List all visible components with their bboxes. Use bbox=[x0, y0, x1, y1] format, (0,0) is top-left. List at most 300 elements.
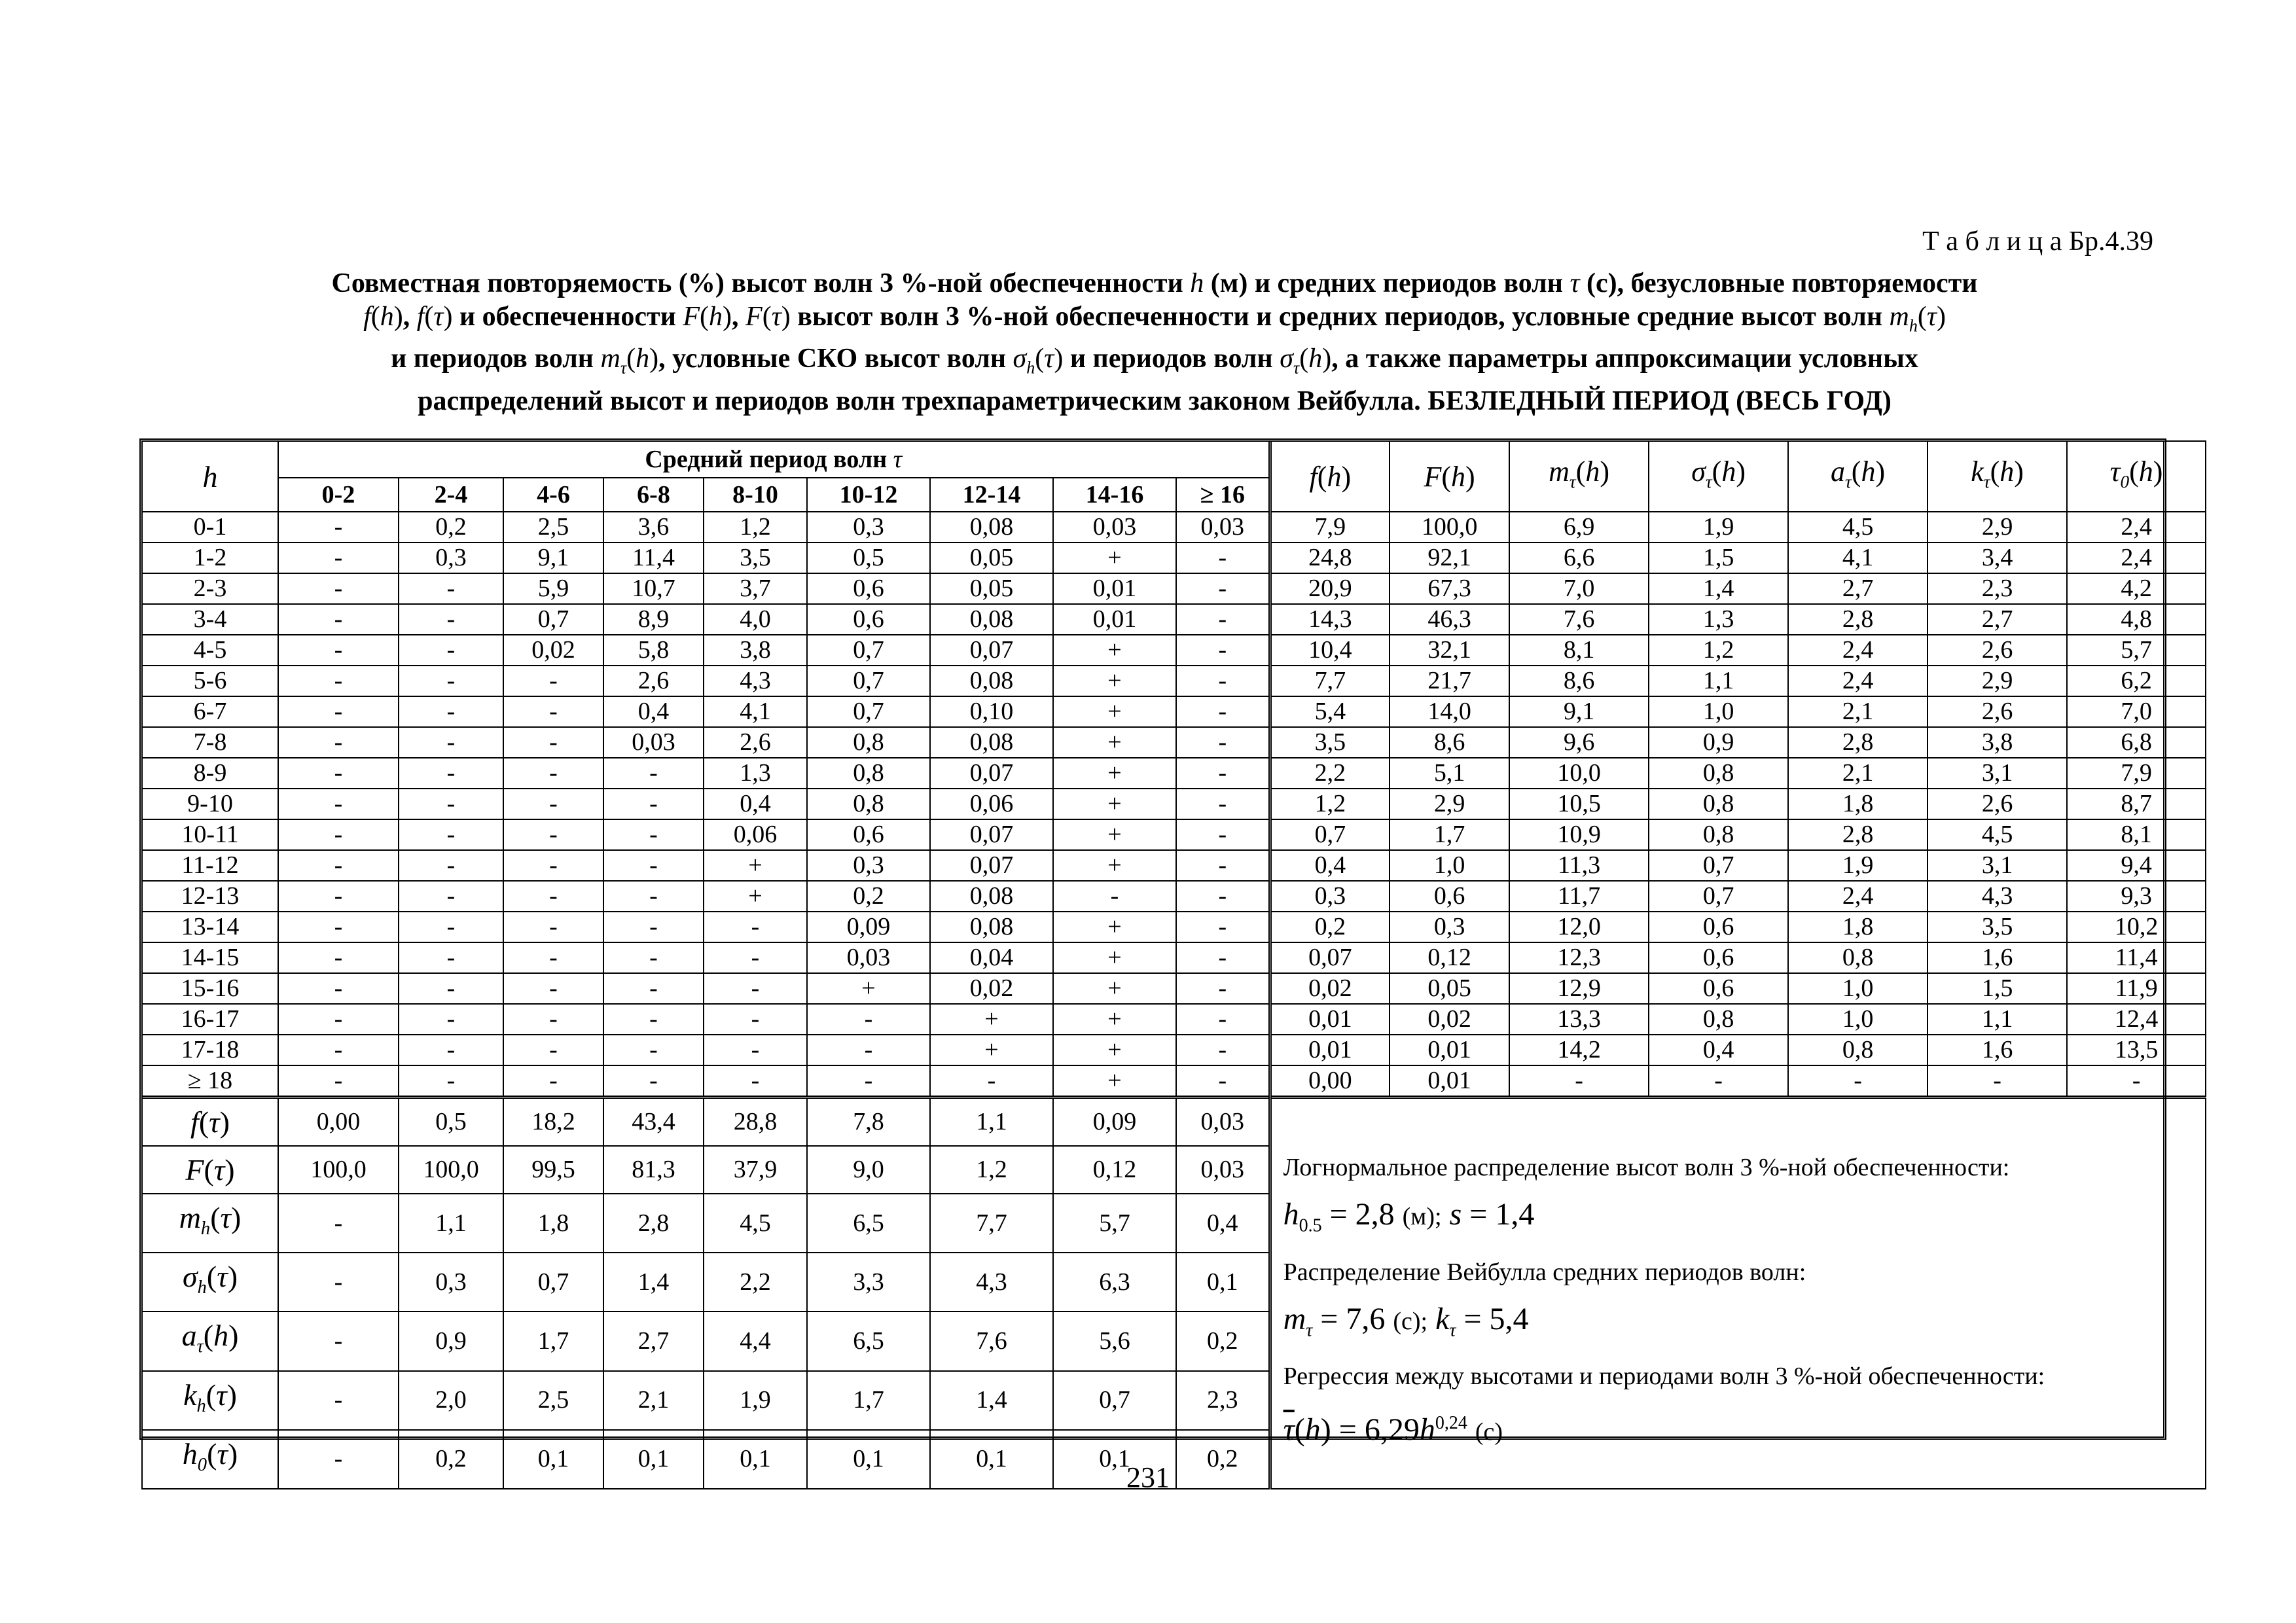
frequency-cell: + bbox=[1053, 942, 1176, 973]
header-period-group: Средний период волн τ bbox=[278, 441, 1270, 478]
frequency-cell: 0,07 bbox=[930, 635, 1053, 666]
summary-cell: 0,1 bbox=[1053, 1430, 1176, 1489]
frequency-cell: - bbox=[704, 1004, 807, 1035]
frequency-cell: - bbox=[807, 1065, 930, 1097]
frequency-cell: - bbox=[503, 819, 603, 850]
stat-cell: 0,02 bbox=[1270, 973, 1390, 1004]
stat-cell: 7,6 bbox=[1509, 604, 1649, 635]
frequency-cell: - bbox=[399, 696, 503, 727]
stat-cell: 1,1 bbox=[1649, 666, 1788, 696]
frequency-cell: - bbox=[1176, 604, 1270, 635]
stat-cell: 0,8 bbox=[1788, 942, 1928, 973]
stat-cell: 5,7 bbox=[2067, 635, 2206, 666]
summary-cell: 6,3 bbox=[1053, 1253, 1176, 1311]
stat-cell: 2,4 bbox=[1788, 881, 1928, 912]
frequency-cell: - bbox=[603, 758, 704, 789]
row-height-bin: 10-11 bbox=[142, 819, 278, 850]
summary-cell: 0,3 bbox=[399, 1253, 503, 1311]
stat-cell: 0,01 bbox=[1270, 1004, 1390, 1035]
summary-cell: 0,2 bbox=[399, 1430, 503, 1489]
summary-row-label: f(τ) bbox=[142, 1097, 278, 1147]
frequency-cell: - bbox=[1176, 543, 1270, 573]
stat-cell: 8,1 bbox=[2067, 819, 2206, 850]
summary-cell: 0,1 bbox=[603, 1430, 704, 1489]
frequency-cell: - bbox=[1176, 573, 1270, 604]
stat-cell: - bbox=[1788, 1065, 1928, 1097]
stat-cell: 0,7 bbox=[1270, 819, 1390, 850]
frequency-cell: 4,1 bbox=[704, 696, 807, 727]
frequency-cell: 0,4 bbox=[704, 789, 807, 819]
stat-cell: 3,8 bbox=[1928, 727, 2067, 758]
stat-cell: 0,6 bbox=[1390, 881, 1509, 912]
frequency-cell: 0,08 bbox=[930, 512, 1053, 543]
frequency-cell: - bbox=[503, 912, 603, 942]
summary-cell: 0,2 bbox=[1176, 1430, 1270, 1489]
frequency-cell: 9,1 bbox=[503, 543, 603, 573]
stat-cell: 1,9 bbox=[1788, 850, 1928, 881]
table-caption bbox=[140, 267, 2169, 418]
table-row bbox=[142, 543, 2206, 573]
frequency-cell: - bbox=[603, 1065, 704, 1097]
frequency-cell: + bbox=[1053, 635, 1176, 666]
stat-cell: 11,7 bbox=[1509, 881, 1649, 912]
frequency-cell: - bbox=[1176, 635, 1270, 666]
table-row bbox=[142, 727, 2206, 758]
frequency-cell: 0,8 bbox=[807, 758, 930, 789]
summary-row-label: $k_h(\tau)$ bbox=[142, 1371, 278, 1430]
frequency-cell: 4,0 bbox=[704, 604, 807, 635]
frequency-cell: 0,7 bbox=[807, 635, 930, 666]
stat-cell: 1,0 bbox=[1788, 973, 1928, 1004]
frequency-cell: 0,5 bbox=[807, 543, 930, 573]
frequency-cell: 10,7 bbox=[603, 573, 704, 604]
frequency-cell: - bbox=[930, 1065, 1053, 1097]
summary-cell: 0,09 bbox=[1053, 1097, 1176, 1147]
stat-cell: 67,3 bbox=[1390, 573, 1509, 604]
stat-cell: 4,1 bbox=[1788, 543, 1928, 573]
summary-cell: - bbox=[278, 1194, 399, 1253]
stat-cell: 3,1 bbox=[1928, 758, 2067, 789]
stat-cell: 9,4 bbox=[2067, 850, 2206, 881]
row-height-bin: 6-7 bbox=[142, 696, 278, 727]
frequency-cell: 0,06 bbox=[930, 789, 1053, 819]
summary-cell: 18,2 bbox=[503, 1097, 603, 1147]
frequency-cell: - bbox=[278, 973, 399, 1004]
row-height-bin: 15-16 bbox=[142, 973, 278, 1004]
table-row bbox=[142, 881, 2206, 912]
frequency-cell: - bbox=[704, 942, 807, 973]
wave-frequency-table bbox=[141, 440, 2206, 1489]
frequency-cell: 0,07 bbox=[930, 819, 1053, 850]
frequency-cell: - bbox=[503, 1065, 603, 1097]
frequency-cell: - bbox=[704, 1065, 807, 1097]
summary-cell: 0,1 bbox=[503, 1430, 603, 1489]
summary-cell: 2,1 bbox=[603, 1371, 704, 1430]
row-height-bin: 0-1 bbox=[142, 512, 278, 543]
frequency-cell: 0,7 bbox=[807, 696, 930, 727]
summary-cell: 1,4 bbox=[603, 1253, 704, 1311]
table-row bbox=[142, 573, 2206, 604]
stat-cell: 1,6 bbox=[1928, 1035, 2067, 1065]
stat-cell: 8,1 bbox=[1509, 635, 1649, 666]
stat-cell: 0,6 bbox=[1649, 973, 1788, 1004]
summary-row-label: $m_h(\tau)$ bbox=[142, 1194, 278, 1253]
stat-cell: 12,3 bbox=[1509, 942, 1649, 973]
summary-cell: - bbox=[278, 1311, 399, 1370]
table-row bbox=[142, 973, 2206, 1004]
frequency-cell: 0,07 bbox=[930, 758, 1053, 789]
summary-cell: 2,5 bbox=[503, 1371, 603, 1430]
stat-cell: 0,3 bbox=[1390, 912, 1509, 942]
stat-cell: 2,8 bbox=[1788, 727, 1928, 758]
stat-cell: 8,6 bbox=[1509, 666, 1649, 696]
summary-cell: 5,7 bbox=[1053, 1194, 1176, 1253]
stat-cell: 1,4 bbox=[1649, 573, 1788, 604]
frequency-cell: 0,6 bbox=[807, 819, 930, 850]
header-period-bin: 12-14 bbox=[930, 478, 1053, 512]
summary-cell: 81,3 bbox=[603, 1146, 704, 1194]
frequency-cell: + bbox=[1053, 1004, 1176, 1035]
frequency-cell: - bbox=[603, 819, 704, 850]
frequency-cell: 0,08 bbox=[930, 666, 1053, 696]
frequency-cell: - bbox=[603, 912, 704, 942]
frequency-cell: - bbox=[278, 850, 399, 881]
summary-cell: 6,5 bbox=[807, 1194, 930, 1253]
frequency-cell: 0,08 bbox=[930, 881, 1053, 912]
stat-cell: 6,6 bbox=[1509, 543, 1649, 573]
frequency-cell: - bbox=[503, 696, 603, 727]
stat-cell: 6,2 bbox=[2067, 666, 2206, 696]
frequency-cell: - bbox=[1176, 912, 1270, 942]
frequency-cell: 1,2 bbox=[704, 512, 807, 543]
stat-cell: 0,01 bbox=[1390, 1065, 1509, 1097]
summary-cell: 0,7 bbox=[503, 1253, 603, 1311]
frequency-cell: 0,08 bbox=[930, 604, 1053, 635]
caption-line-1: Совместная повторяемость (%) высот волн 3 %-ной обеспеченности h (м) и средних периодов волн τ (с), безусловные повторяемости bbox=[331, 268, 1978, 298]
summary-cell: 2,2 bbox=[704, 1253, 807, 1311]
frequency-cell: + bbox=[704, 850, 807, 881]
stat-cell: 0,02 bbox=[1390, 1004, 1509, 1035]
stat-cell: - bbox=[2067, 1065, 2206, 1097]
frequency-cell: 2,6 bbox=[704, 727, 807, 758]
frequency-cell: 0,3 bbox=[399, 543, 503, 573]
summary-cell: 0,9 bbox=[399, 1311, 503, 1370]
row-height-bin: 4-5 bbox=[142, 635, 278, 666]
stat-cell: 0,4 bbox=[1649, 1035, 1788, 1065]
frequency-cell: - bbox=[503, 850, 603, 881]
frequency-cell: 0,03 bbox=[1176, 512, 1270, 543]
stat-cell: 13,3 bbox=[1509, 1004, 1649, 1035]
header-a-tau-h: $a_\tau(h)$ bbox=[1788, 441, 1928, 512]
lognormal-params: $h_{0.5} = 2,8$ (м); s = 1,4 bbox=[1283, 1197, 1535, 1236]
frequency-cell: - bbox=[1176, 881, 1270, 912]
frequency-cell: - bbox=[399, 1004, 503, 1035]
summary-row-label: $h_0(\tau)$ bbox=[142, 1430, 278, 1489]
frequency-cell: - bbox=[503, 758, 603, 789]
frequency-cell: - bbox=[399, 666, 503, 696]
frequency-cell: - bbox=[278, 758, 399, 789]
stat-cell: 0,01 bbox=[1390, 1035, 1509, 1065]
stat-cell: 2,9 bbox=[1928, 512, 2067, 543]
frequency-cell: - bbox=[399, 973, 503, 1004]
summary-cell: 1,1 bbox=[399, 1194, 503, 1253]
frequency-cell: - bbox=[1176, 942, 1270, 973]
frequency-cell: - bbox=[278, 1065, 399, 1097]
frequency-cell: - bbox=[1176, 727, 1270, 758]
stat-cell: 3,5 bbox=[1270, 727, 1390, 758]
caption-line-3: и периодов волн $m_\tau(h)$, условные СКО высот волн $\sigma_h(\tau)$ и периодов волн $\sigma_\tau(h)$, а также параметры аппроксимации условных bbox=[391, 344, 1918, 378]
stat-cell: 0,00 bbox=[1270, 1065, 1390, 1097]
table-row bbox=[142, 635, 2206, 666]
stat-cell: 11,9 bbox=[2067, 973, 2206, 1004]
stat-cell: 0,9 bbox=[1649, 727, 1788, 758]
summary-cell: 5,6 bbox=[1053, 1311, 1176, 1370]
frequency-cell: - bbox=[1176, 850, 1270, 881]
summary-cell: 0,03 bbox=[1176, 1097, 1270, 1147]
frequency-cell: - bbox=[603, 1035, 704, 1065]
stat-cell: 1,1 bbox=[1928, 1004, 2067, 1035]
frequency-cell: - bbox=[278, 819, 399, 850]
stat-cell: 13,5 bbox=[2067, 1035, 2206, 1065]
frequency-cell: + bbox=[1053, 1035, 1176, 1065]
summary-cell: 0,1 bbox=[930, 1430, 1053, 1489]
weibull-title: Распределение Вейбулла средних периодов волн: bbox=[1283, 1258, 1806, 1286]
summary-cell: 37,9 bbox=[704, 1146, 807, 1194]
stat-cell: 0,8 bbox=[1788, 1035, 1928, 1065]
header-sigma-tau-h: $\sigma_\tau(h)$ bbox=[1649, 441, 1788, 512]
frequency-cell: - bbox=[278, 696, 399, 727]
stat-cell: 1,5 bbox=[1649, 543, 1788, 573]
frequency-cell: 4,3 bbox=[704, 666, 807, 696]
frequency-cell: - bbox=[1176, 666, 1270, 696]
frequency-cell: - bbox=[278, 1004, 399, 1035]
summary-cell: - bbox=[278, 1253, 399, 1311]
row-height-bin: 1-2 bbox=[142, 543, 278, 573]
row-height-bin: 11-12 bbox=[142, 850, 278, 881]
frequency-cell: + bbox=[1053, 819, 1176, 850]
header-period-bin: 14-16 bbox=[1053, 478, 1176, 512]
summary-cell: 1,1 bbox=[930, 1097, 1053, 1147]
frequency-cell: 0,7 bbox=[503, 604, 603, 635]
summary-cell: - bbox=[278, 1371, 399, 1430]
frequency-cell: + bbox=[1053, 666, 1176, 696]
frequency-cell: 0,10 bbox=[930, 696, 1053, 727]
stat-cell: 7,9 bbox=[1270, 512, 1390, 543]
table-row bbox=[142, 512, 2206, 543]
stat-cell: 11,3 bbox=[1509, 850, 1649, 881]
frequency-cell: - bbox=[1176, 789, 1270, 819]
header-f-h: f(h) bbox=[1270, 441, 1390, 512]
summary-row-label: F(τ) bbox=[142, 1146, 278, 1194]
table-row bbox=[142, 758, 2206, 789]
stat-cell: 4,8 bbox=[2067, 604, 2206, 635]
summary-cell: 0,2 bbox=[1176, 1311, 1270, 1370]
stat-cell: 9,1 bbox=[1509, 696, 1649, 727]
frequency-cell: - bbox=[278, 543, 399, 573]
summary-cell: 0,1 bbox=[704, 1430, 807, 1489]
header-period-bin: ≥ 16 bbox=[1176, 478, 1270, 512]
frequency-cell: - bbox=[399, 789, 503, 819]
frequency-cell: - bbox=[603, 789, 704, 819]
table-row bbox=[142, 912, 2206, 942]
stat-cell: 24,8 bbox=[1270, 543, 1390, 573]
frequency-cell: - bbox=[278, 727, 399, 758]
frequency-cell: - bbox=[399, 758, 503, 789]
stat-cell: 0,6 bbox=[1649, 912, 1788, 942]
frequency-cell: - bbox=[503, 727, 603, 758]
frequency-cell: - bbox=[399, 850, 503, 881]
frequency-cell: - bbox=[503, 881, 603, 912]
frequency-cell: 0,3 bbox=[807, 512, 930, 543]
regression-formula: $\overline{\tau}(h) = 6,29h^{0,24}$ (с) bbox=[1283, 1412, 1503, 1448]
summary-cell: 100,0 bbox=[399, 1146, 503, 1194]
summary-cell: 43,4 bbox=[603, 1097, 704, 1147]
table-row bbox=[142, 942, 2206, 973]
frequency-cell: - bbox=[503, 1004, 603, 1035]
table-row bbox=[142, 604, 2206, 635]
frequency-cell: 0,4 bbox=[603, 696, 704, 727]
frequency-cell: 0,07 bbox=[930, 850, 1053, 881]
frequency-cell: 0,02 bbox=[503, 635, 603, 666]
frequency-cell: 3,7 bbox=[704, 573, 807, 604]
frequency-cell: - bbox=[807, 1035, 930, 1065]
frequency-cell: 0,04 bbox=[930, 942, 1053, 973]
frequency-cell: - bbox=[603, 973, 704, 1004]
summary-cell: 4,4 bbox=[704, 1311, 807, 1370]
stat-cell: 0,05 bbox=[1390, 973, 1509, 1004]
stat-cell: 0,12 bbox=[1390, 942, 1509, 973]
frequency-cell: 0,06 bbox=[704, 819, 807, 850]
frequency-cell: + bbox=[930, 1035, 1053, 1065]
stat-cell: 6,9 bbox=[1509, 512, 1649, 543]
frequency-cell: + bbox=[1053, 696, 1176, 727]
stat-cell: 2,6 bbox=[1928, 635, 2067, 666]
frequency-cell: 0,08 bbox=[930, 912, 1053, 942]
stat-cell: 5,4 bbox=[1270, 696, 1390, 727]
frequency-cell: 0,6 bbox=[807, 604, 930, 635]
frequency-cell: 0,8 bbox=[807, 789, 930, 819]
frequency-cell: - bbox=[1176, 973, 1270, 1004]
summary-cell: 7,8 bbox=[807, 1097, 930, 1147]
frequency-cell: 0,03 bbox=[603, 727, 704, 758]
stat-cell: 100,0 bbox=[1390, 512, 1509, 543]
frequency-cell: 3,8 bbox=[704, 635, 807, 666]
row-height-bin: 9-10 bbox=[142, 789, 278, 819]
table-row bbox=[142, 666, 2206, 696]
stat-cell: 1,5 bbox=[1928, 973, 2067, 1004]
stat-cell: 0,6 bbox=[1649, 942, 1788, 973]
frequency-cell: 0,02 bbox=[930, 973, 1053, 1004]
summary-cell: 1,2 bbox=[930, 1146, 1053, 1194]
frequency-cell: - bbox=[399, 881, 503, 912]
frequency-cell: - bbox=[603, 850, 704, 881]
frequency-cell: 0,05 bbox=[930, 573, 1053, 604]
stat-cell: 2,9 bbox=[1928, 666, 2067, 696]
summary-cell: 0,5 bbox=[399, 1097, 503, 1147]
stat-cell: 8,6 bbox=[1390, 727, 1509, 758]
frequency-cell: 0,7 bbox=[807, 666, 930, 696]
stat-cell: 0,8 bbox=[1649, 789, 1788, 819]
stat-cell: 0,8 bbox=[1649, 819, 1788, 850]
frequency-cell: + bbox=[704, 881, 807, 912]
summary-cell: 100,0 bbox=[278, 1146, 399, 1194]
stat-cell: 1,3 bbox=[1649, 604, 1788, 635]
summary-cell: 2,0 bbox=[399, 1371, 503, 1430]
frequency-cell: 3,5 bbox=[704, 543, 807, 573]
stat-cell: 32,1 bbox=[1390, 635, 1509, 666]
page-number: 231 bbox=[1126, 1461, 1170, 1493]
frequency-cell: - bbox=[278, 604, 399, 635]
summary-cell: 2,8 bbox=[603, 1194, 704, 1253]
header-period-bin: 8-10 bbox=[704, 478, 807, 512]
summary-cell: 7,7 bbox=[930, 1194, 1053, 1253]
stat-cell: 3,5 bbox=[1928, 912, 2067, 942]
row-height-bin: 12-13 bbox=[142, 881, 278, 912]
frequency-cell: - bbox=[399, 942, 503, 973]
frequency-cell: 2,5 bbox=[503, 512, 603, 543]
frequency-cell: - bbox=[278, 666, 399, 696]
header-h: h bbox=[142, 441, 278, 512]
frequency-cell: 0,2 bbox=[399, 512, 503, 543]
frequency-cell: 11,4 bbox=[603, 543, 704, 573]
frequency-cell: 0,3 bbox=[807, 850, 930, 881]
lognormal-title: Логнормальное распределение высот волн 3 %-ной обеспеченности: bbox=[1283, 1154, 2010, 1181]
stat-cell: 2,9 bbox=[1390, 789, 1509, 819]
stat-cell: 7,7 bbox=[1270, 666, 1390, 696]
summary-cell: 7,6 bbox=[930, 1311, 1053, 1370]
stat-cell: 46,3 bbox=[1390, 604, 1509, 635]
frequency-cell: - bbox=[1176, 819, 1270, 850]
stat-cell: 1,0 bbox=[1649, 696, 1788, 727]
row-height-bin: 7-8 bbox=[142, 727, 278, 758]
frequency-cell: - bbox=[704, 912, 807, 942]
table-row bbox=[142, 789, 2206, 819]
summary-cell: - bbox=[278, 1430, 399, 1489]
frequency-cell: - bbox=[503, 973, 603, 1004]
frequency-cell: - bbox=[503, 789, 603, 819]
summary-cell: 0,1 bbox=[1176, 1253, 1270, 1311]
summary-row-label: $\sigma_h(\tau)$ bbox=[142, 1253, 278, 1311]
header-tau0-h: $\tau_0(h)$ bbox=[2067, 441, 2206, 512]
stat-cell: 1,8 bbox=[1788, 912, 1928, 942]
frequency-cell: 0,03 bbox=[1053, 512, 1176, 543]
frequency-cell: + bbox=[1053, 758, 1176, 789]
stat-cell: 1,9 bbox=[1649, 512, 1788, 543]
frequency-cell: - bbox=[399, 573, 503, 604]
stat-cell: 1,0 bbox=[1390, 850, 1509, 881]
stat-cell: 2,4 bbox=[1788, 666, 1928, 696]
frequency-cell: - bbox=[278, 1035, 399, 1065]
summary-cell: 0,12 bbox=[1053, 1146, 1176, 1194]
frequency-cell: 0,01 bbox=[1053, 573, 1176, 604]
summary-cell: 99,5 bbox=[503, 1146, 603, 1194]
stat-cell: 2,4 bbox=[1788, 635, 1928, 666]
frequency-cell: - bbox=[278, 635, 399, 666]
frequency-cell: + bbox=[1053, 912, 1176, 942]
frequency-cell: 1,3 bbox=[704, 758, 807, 789]
frequency-cell: + bbox=[1053, 973, 1176, 1004]
frequency-cell: - bbox=[399, 819, 503, 850]
stat-cell: 92,1 bbox=[1390, 543, 1509, 573]
row-height-bin: 5-6 bbox=[142, 666, 278, 696]
table-row bbox=[142, 696, 2206, 727]
row-height-bin: 2-3 bbox=[142, 573, 278, 604]
summary-cell: 1,8 bbox=[503, 1194, 603, 1253]
header-m-tau-h: $m_\tau(h)$ bbox=[1509, 441, 1649, 512]
stat-cell: 1,2 bbox=[1649, 635, 1788, 666]
stat-cell: 2,7 bbox=[1928, 604, 2067, 635]
row-height-bin: 17-18 bbox=[142, 1035, 278, 1065]
